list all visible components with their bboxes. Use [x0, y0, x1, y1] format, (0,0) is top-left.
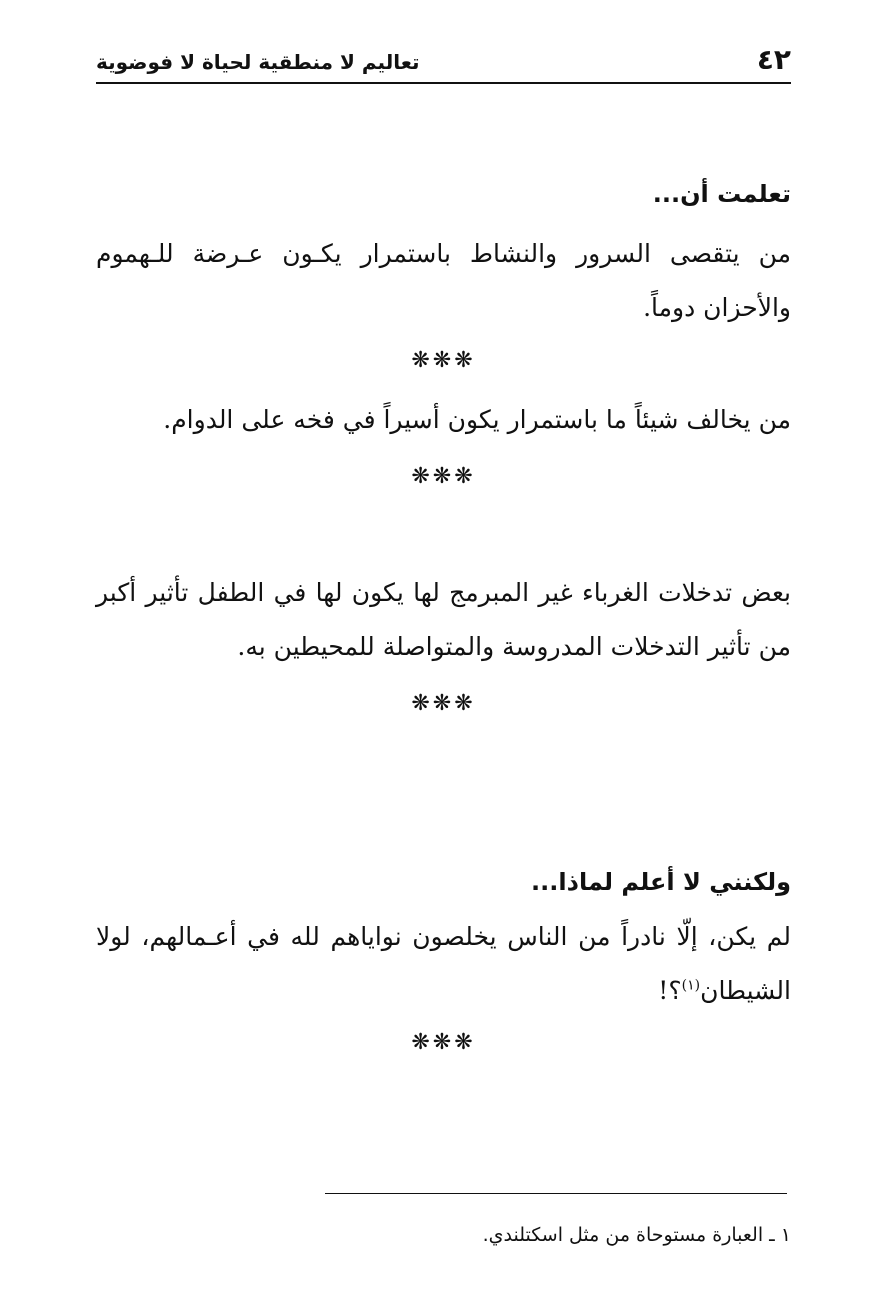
separator-stars: ❋❋❋ [411, 691, 476, 716]
paragraph-intentions [96, 910, 791, 1018]
running-title: تعاليم لا منطقية لحياة لا فوضوية [96, 50, 420, 74]
paragraph-intentions-end: ؟! [658, 976, 682, 1005]
section-heading-learned: تعلمت أن... [652, 180, 791, 208]
paragraph-opposition: من يخالف شيئاً ما باستمرار يكون أسيراً في فخه على الدوام. [163, 405, 791, 434]
separator-stars: ❋❋❋ [411, 1030, 476, 1055]
footnote: ١ ـ العبارة مستوحاة من مثل اسكتلندي. [482, 1224, 791, 1246]
paragraph-pleasure: من يتقصى السرور والنشاط باستمرار يكـون عـرضة للـهموم والأحزان دوماً. [96, 239, 791, 322]
section-heading-dont-know: ولكنني لا أعلم لماذا... [531, 868, 791, 896]
page-header [96, 38, 791, 78]
separator-stars: ❋❋❋ [411, 464, 476, 489]
paragraph-intentions-text: لم يكن، إلّا نادراً من الناس يخلصون نواياهم لله في أعـمالهم، لولا الشيطان [96, 922, 791, 1005]
page-number: ٤٢ [756, 43, 791, 76]
paragraph-strangers: بعض تدخلات الغرباء غير المبرمج لها يكون لها في الطفل تأثير أكبر من تأثير التدخلات المدروسة والمتواصلة للمحيطين به. [96, 578, 791, 661]
separator-stars: ❋❋❋ [411, 348, 476, 373]
footnote-divider [325, 1193, 787, 1194]
header-divider [96, 82, 791, 84]
footnote-reference: (١) [681, 977, 701, 994]
